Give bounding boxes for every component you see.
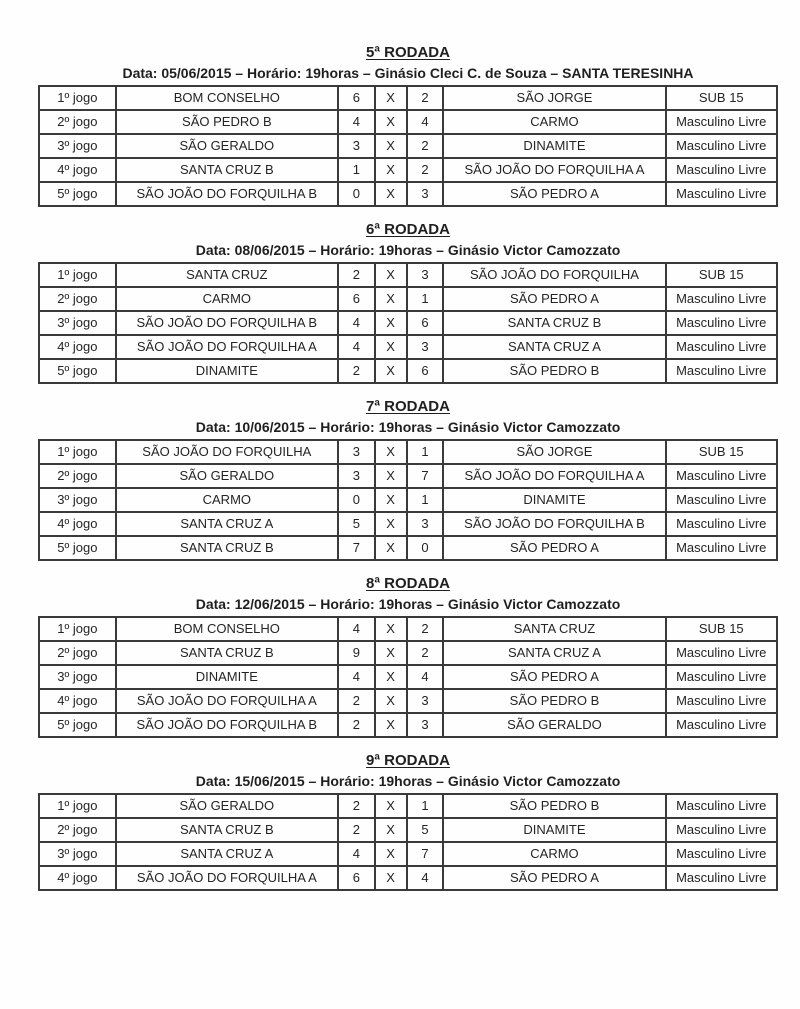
game-label-cell: 3º jogo bbox=[39, 842, 116, 866]
away-team-cell: SANTA CRUZ A bbox=[443, 335, 665, 359]
home-score-cell: 3 bbox=[338, 464, 375, 488]
away-score-cell: 4 bbox=[407, 866, 444, 890]
category-cell: Masculino Livre bbox=[666, 818, 777, 842]
game-label-cell: 3º jogo bbox=[39, 311, 116, 335]
category-cell: Masculino Livre bbox=[666, 359, 777, 383]
rounds-container bbox=[38, 44, 778, 891]
home-team-cell: DINAMITE bbox=[116, 359, 338, 383]
category-cell: SUB 15 bbox=[666, 86, 777, 110]
away-team-cell: SÃO JOÃO DO FORQUILHA A bbox=[443, 158, 665, 182]
versus-cell: X bbox=[375, 86, 407, 110]
game-label-cell: 1º jogo bbox=[39, 86, 116, 110]
game-row bbox=[39, 311, 777, 335]
away-score-cell: 3 bbox=[407, 713, 444, 737]
category-cell: SUB 15 bbox=[666, 440, 777, 464]
away-team-cell: SÃO PEDRO A bbox=[443, 536, 665, 560]
category-cell: Masculino Livre bbox=[666, 134, 777, 158]
versus-cell: X bbox=[375, 842, 407, 866]
versus-cell: X bbox=[375, 110, 407, 134]
away-score-cell: 3 bbox=[407, 182, 444, 206]
away-team-cell: SÃO PEDRO A bbox=[443, 665, 665, 689]
away-team-cell: SÃO PEDRO A bbox=[443, 866, 665, 890]
home-score-cell: 4 bbox=[338, 665, 375, 689]
round-title: 6ª RODADA bbox=[366, 221, 450, 238]
results-table-body bbox=[39, 794, 777, 890]
away-score-cell: 3 bbox=[407, 335, 444, 359]
results-table-body bbox=[39, 86, 777, 206]
game-row bbox=[39, 665, 777, 689]
away-team-cell: SÃO PEDRO B bbox=[443, 794, 665, 818]
game-row bbox=[39, 335, 777, 359]
home-score-cell: 3 bbox=[338, 440, 375, 464]
versus-cell: X bbox=[375, 617, 407, 641]
results-table bbox=[38, 439, 778, 561]
game-label-cell: 2º jogo bbox=[39, 818, 116, 842]
game-row bbox=[39, 464, 777, 488]
home-team-cell: SÃO GERALDO bbox=[116, 464, 338, 488]
home-score-cell: 4 bbox=[338, 617, 375, 641]
category-cell: Masculino Livre bbox=[666, 110, 777, 134]
category-cell: Masculino Livre bbox=[666, 464, 777, 488]
versus-cell: X bbox=[375, 866, 407, 890]
versus-cell: X bbox=[375, 440, 407, 464]
away-team-cell: SÃO JORGE bbox=[443, 86, 665, 110]
home-score-cell: 5 bbox=[338, 512, 375, 536]
game-label-cell: 3º jogo bbox=[39, 134, 116, 158]
away-score-cell: 1 bbox=[407, 488, 444, 512]
versus-cell: X bbox=[375, 287, 407, 311]
round-subtitle: Data: 05/06/2015 – Horário: 19horas – Ginásio Cleci C. de Souza – SANTA TERESINHA bbox=[122, 65, 694, 81]
home-team-cell: SANTA CRUZ B bbox=[116, 641, 338, 665]
home-team-cell: SÃO PEDRO B bbox=[116, 110, 338, 134]
game-label-cell: 5º jogo bbox=[39, 536, 116, 560]
category-cell: Masculino Livre bbox=[666, 689, 777, 713]
away-team-cell: DINAMITE bbox=[443, 488, 665, 512]
game-label-cell: 1º jogo bbox=[39, 617, 116, 641]
home-team-cell: SÃO JOÃO DO FORQUILHA A bbox=[116, 335, 338, 359]
game-row bbox=[39, 866, 777, 890]
category-cell: Masculino Livre bbox=[666, 842, 777, 866]
results-table-body bbox=[39, 263, 777, 383]
category-cell: Masculino Livre bbox=[666, 665, 777, 689]
home-team-cell: CARMO bbox=[116, 488, 338, 512]
round-subtitle: Data: 12/06/2015 – Horário: 19horas – Ginásio Victor Camozzato bbox=[195, 596, 621, 612]
game-label-cell: 4º jogo bbox=[39, 335, 116, 359]
category-cell: Masculino Livre bbox=[666, 488, 777, 512]
home-score-cell: 3 bbox=[338, 134, 375, 158]
home-team-cell: CARMO bbox=[116, 287, 338, 311]
away-team-cell: SÃO JOÃO DO FORQUILHA bbox=[443, 263, 665, 287]
versus-cell: X bbox=[375, 536, 407, 560]
game-label-cell: 2º jogo bbox=[39, 287, 116, 311]
versus-cell: X bbox=[375, 359, 407, 383]
versus-cell: X bbox=[375, 818, 407, 842]
away-score-cell: 6 bbox=[407, 311, 444, 335]
game-row bbox=[39, 641, 777, 665]
game-label-cell: 5º jogo bbox=[39, 359, 116, 383]
away-score-cell: 2 bbox=[407, 86, 444, 110]
home-team-cell: SÃO JOÃO DO FORQUILHA B bbox=[116, 311, 338, 335]
versus-cell: X bbox=[375, 311, 407, 335]
round-subtitle: Data: 08/06/2015 – Horário: 19horas – Ginásio Victor Camozzato bbox=[195, 242, 621, 258]
away-team-cell: CARMO bbox=[443, 110, 665, 134]
away-team-cell: SÃO JOÃO DO FORQUILHA A bbox=[443, 464, 665, 488]
home-team-cell: SÃO JOÃO DO FORQUILHA A bbox=[116, 689, 338, 713]
game-label-cell: 1º jogo bbox=[39, 263, 116, 287]
game-row bbox=[39, 86, 777, 110]
home-team-cell: SÃO JOÃO DO FORQUILHA bbox=[116, 440, 338, 464]
home-score-cell: 2 bbox=[338, 713, 375, 737]
away-score-cell: 4 bbox=[407, 110, 444, 134]
away-team-cell: DINAMITE bbox=[443, 818, 665, 842]
round-title: 8ª RODADA bbox=[366, 575, 450, 592]
versus-cell: X bbox=[375, 665, 407, 689]
home-score-cell: 4 bbox=[338, 110, 375, 134]
home-score-cell: 6 bbox=[338, 866, 375, 890]
home-score-cell: 0 bbox=[338, 182, 375, 206]
away-score-cell: 1 bbox=[407, 440, 444, 464]
home-team-cell: SÃO GERALDO bbox=[116, 794, 338, 818]
round-section bbox=[38, 575, 778, 738]
home-team-cell: SANTA CRUZ B bbox=[116, 158, 338, 182]
game-row bbox=[39, 440, 777, 464]
versus-cell: X bbox=[375, 158, 407, 182]
game-label-cell: 4º jogo bbox=[39, 689, 116, 713]
home-score-cell: 4 bbox=[338, 311, 375, 335]
game-label-cell: 3º jogo bbox=[39, 665, 116, 689]
home-team-cell: SÃO JOÃO DO FORQUILHA A bbox=[116, 866, 338, 890]
home-score-cell: 2 bbox=[338, 359, 375, 383]
home-team-cell: SÃO JOÃO DO FORQUILHA B bbox=[116, 713, 338, 737]
away-score-cell: 2 bbox=[407, 641, 444, 665]
round-subtitle: Data: 15/06/2015 – Horário: 19horas – Ginásio Victor Camozzato bbox=[195, 773, 621, 789]
round-section bbox=[38, 44, 778, 207]
away-team-cell: SÃO PEDRO B bbox=[443, 689, 665, 713]
away-score-cell: 7 bbox=[407, 842, 444, 866]
category-cell: Masculino Livre bbox=[666, 536, 777, 560]
game-row bbox=[39, 134, 777, 158]
game-row bbox=[39, 359, 777, 383]
category-cell: Masculino Livre bbox=[666, 866, 777, 890]
category-cell: Masculino Livre bbox=[666, 311, 777, 335]
category-cell: Masculino Livre bbox=[666, 713, 777, 737]
game-row bbox=[39, 689, 777, 713]
round-section bbox=[38, 752, 778, 891]
category-cell: SUB 15 bbox=[666, 263, 777, 287]
game-label-cell: 2º jogo bbox=[39, 641, 116, 665]
results-table bbox=[38, 793, 778, 891]
away-score-cell: 2 bbox=[407, 134, 444, 158]
home-team-cell: SANTA CRUZ bbox=[116, 263, 338, 287]
home-score-cell: 6 bbox=[338, 86, 375, 110]
away-score-cell: 1 bbox=[407, 287, 444, 311]
home-team-cell: SÃO JOÃO DO FORQUILHA B bbox=[116, 182, 338, 206]
round-title: 7ª RODADA bbox=[366, 398, 450, 415]
game-label-cell: 2º jogo bbox=[39, 464, 116, 488]
versus-cell: X bbox=[375, 263, 407, 287]
home-team-cell: SANTA CRUZ A bbox=[116, 842, 338, 866]
game-label-cell: 5º jogo bbox=[39, 713, 116, 737]
results-table-body bbox=[39, 617, 777, 737]
category-cell: Masculino Livre bbox=[666, 158, 777, 182]
game-label-cell: 2º jogo bbox=[39, 110, 116, 134]
home-score-cell: 2 bbox=[338, 794, 375, 818]
round-section bbox=[38, 221, 778, 384]
away-score-cell: 3 bbox=[407, 512, 444, 536]
away-team-cell: CARMO bbox=[443, 842, 665, 866]
home-score-cell: 0 bbox=[338, 488, 375, 512]
home-team-cell: SANTA CRUZ B bbox=[116, 818, 338, 842]
versus-cell: X bbox=[375, 464, 407, 488]
away-score-cell: 2 bbox=[407, 158, 444, 182]
game-row bbox=[39, 263, 777, 287]
game-row bbox=[39, 512, 777, 536]
versus-cell: X bbox=[375, 512, 407, 536]
results-table-body bbox=[39, 440, 777, 560]
away-score-cell: 2 bbox=[407, 617, 444, 641]
away-team-cell: SANTA CRUZ B bbox=[443, 311, 665, 335]
versus-cell: X bbox=[375, 488, 407, 512]
results-table bbox=[38, 262, 778, 384]
away-team-cell: SANTA CRUZ A bbox=[443, 641, 665, 665]
results-table bbox=[38, 616, 778, 738]
away-team-cell: SÃO GERALDO bbox=[443, 713, 665, 737]
game-label-cell: 4º jogo bbox=[39, 512, 116, 536]
away-score-cell: 1 bbox=[407, 794, 444, 818]
away-score-cell: 3 bbox=[407, 689, 444, 713]
home-team-cell: BOM CONSELHO bbox=[116, 86, 338, 110]
home-team-cell: BOM CONSELHO bbox=[116, 617, 338, 641]
home-score-cell: 1 bbox=[338, 158, 375, 182]
away-team-cell: SÃO PEDRO A bbox=[443, 182, 665, 206]
game-row bbox=[39, 287, 777, 311]
home-score-cell: 7 bbox=[338, 536, 375, 560]
away-score-cell: 7 bbox=[407, 464, 444, 488]
home-team-cell: SÃO GERALDO bbox=[116, 134, 338, 158]
category-cell: Masculino Livre bbox=[666, 335, 777, 359]
away-team-cell: SÃO JORGE bbox=[443, 440, 665, 464]
category-cell: Masculino Livre bbox=[666, 287, 777, 311]
game-row bbox=[39, 818, 777, 842]
away-team-cell: DINAMITE bbox=[443, 134, 665, 158]
away-score-cell: 0 bbox=[407, 536, 444, 560]
away-score-cell: 6 bbox=[407, 359, 444, 383]
results-table bbox=[38, 85, 778, 207]
game-row bbox=[39, 110, 777, 134]
game-label-cell: 4º jogo bbox=[39, 158, 116, 182]
game-label-cell: 3º jogo bbox=[39, 488, 116, 512]
away-score-cell: 4 bbox=[407, 665, 444, 689]
home-score-cell: 2 bbox=[338, 818, 375, 842]
home-team-cell: SANTA CRUZ B bbox=[116, 536, 338, 560]
home-score-cell: 2 bbox=[338, 263, 375, 287]
away-score-cell: 5 bbox=[407, 818, 444, 842]
home-score-cell: 4 bbox=[338, 842, 375, 866]
round-subtitle: Data: 10/06/2015 – Horário: 19horas – Ginásio Victor Camozzato bbox=[195, 419, 621, 435]
game-row bbox=[39, 488, 777, 512]
versus-cell: X bbox=[375, 689, 407, 713]
game-label-cell: 5º jogo bbox=[39, 182, 116, 206]
versus-cell: X bbox=[375, 794, 407, 818]
home-team-cell: DINAMITE bbox=[116, 665, 338, 689]
versus-cell: X bbox=[375, 713, 407, 737]
versus-cell: X bbox=[375, 182, 407, 206]
round-title: 5ª RODADA bbox=[366, 44, 450, 61]
game-row bbox=[39, 158, 777, 182]
away-score-cell: 3 bbox=[407, 263, 444, 287]
versus-cell: X bbox=[375, 335, 407, 359]
away-team-cell: SÃO JOÃO DO FORQUILHA B bbox=[443, 512, 665, 536]
game-row bbox=[39, 617, 777, 641]
round-title: 9ª RODADA bbox=[366, 752, 450, 769]
away-team-cell: SÃO PEDRO A bbox=[443, 287, 665, 311]
game-row bbox=[39, 713, 777, 737]
game-row bbox=[39, 842, 777, 866]
home-score-cell: 9 bbox=[338, 641, 375, 665]
home-team-cell: SANTA CRUZ A bbox=[116, 512, 338, 536]
versus-cell: X bbox=[375, 641, 407, 665]
away-team-cell: SANTA CRUZ bbox=[443, 617, 665, 641]
home-score-cell: 2 bbox=[338, 689, 375, 713]
away-team-cell: SÃO PEDRO B bbox=[443, 359, 665, 383]
category-cell: Masculino Livre bbox=[666, 182, 777, 206]
game-row bbox=[39, 182, 777, 206]
home-score-cell: 4 bbox=[338, 335, 375, 359]
category-cell: Masculino Livre bbox=[666, 641, 777, 665]
game-label-cell: 1º jogo bbox=[39, 440, 116, 464]
versus-cell: X bbox=[375, 134, 407, 158]
category-cell: SUB 15 bbox=[666, 617, 777, 641]
round-section bbox=[38, 398, 778, 561]
home-score-cell: 6 bbox=[338, 287, 375, 311]
game-label-cell: 1º jogo bbox=[39, 794, 116, 818]
game-row bbox=[39, 794, 777, 818]
category-cell: Masculino Livre bbox=[666, 512, 777, 536]
game-label-cell: 4º jogo bbox=[39, 866, 116, 890]
game-row bbox=[39, 536, 777, 560]
category-cell: Masculino Livre bbox=[666, 794, 777, 818]
